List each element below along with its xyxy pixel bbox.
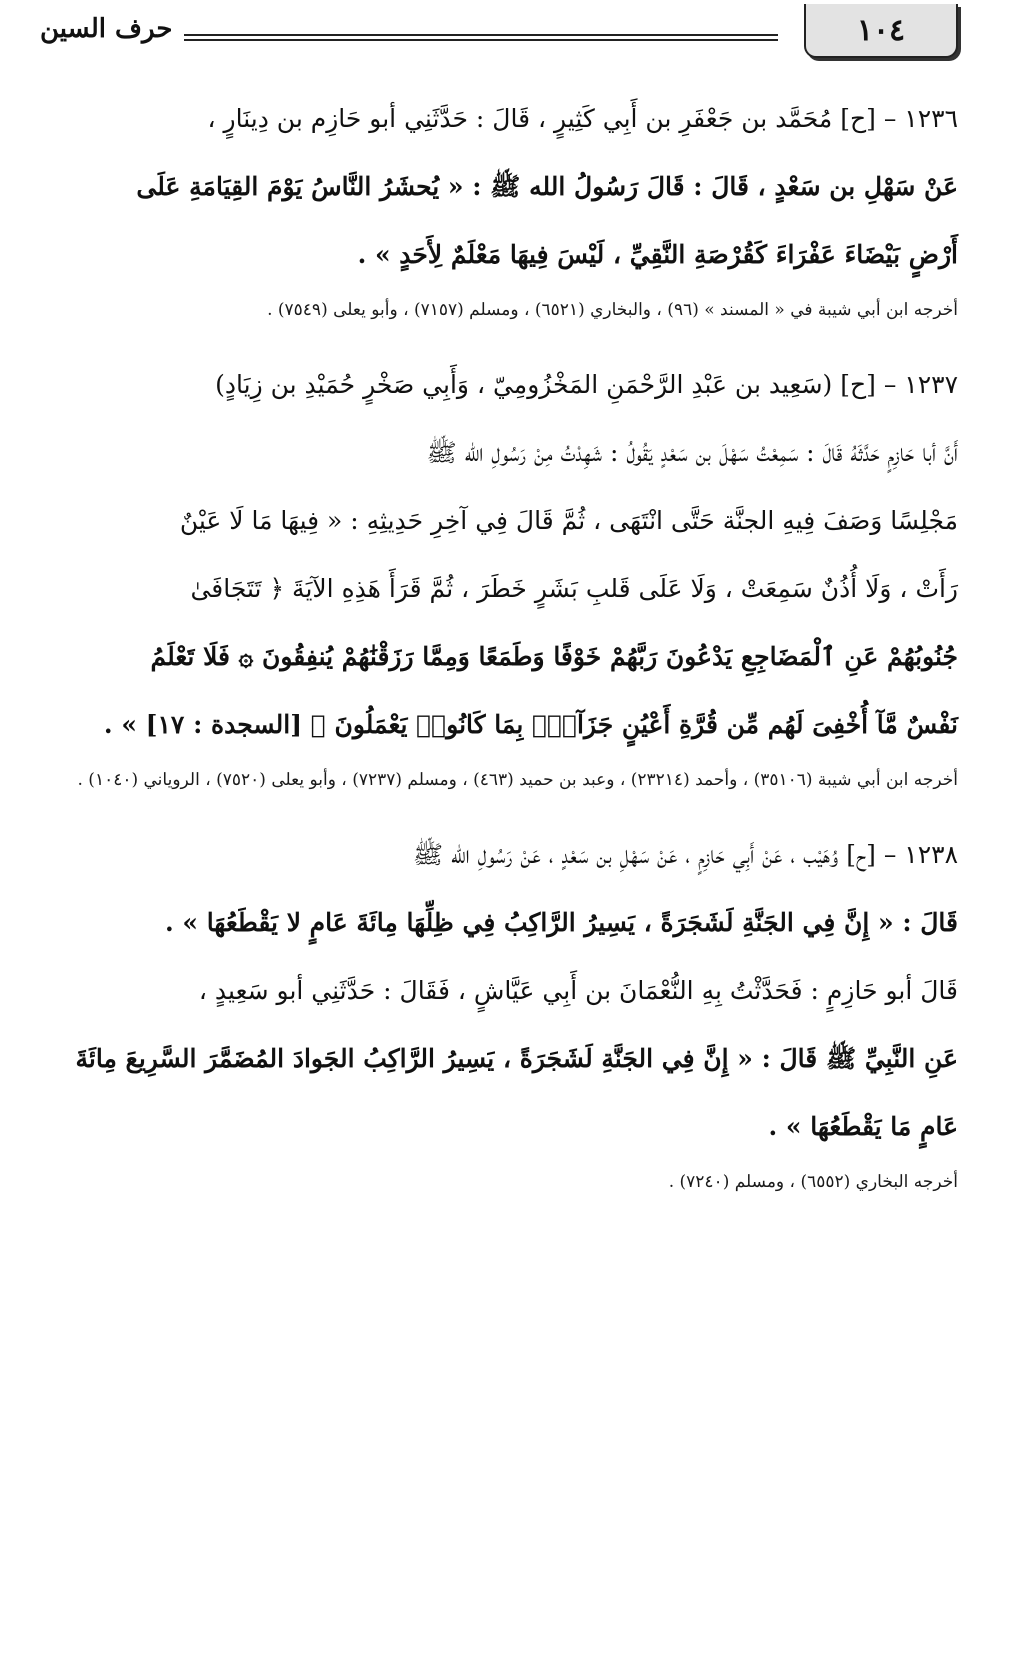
takhrij-note: أخرجه ابن أبي شيبة في « المسند » (٩٦) ، والبخاري (٦٥٢١) ، ومسلم (٧١٥٧) ، وأبو يعلى (٧٥٤٩) .: [267, 300, 958, 320]
hadith-line: ١٢٣٦ – [ح] مُحَمَّد بن جَعْفَرِ بن أَبِي كَثِيرٍ ، قَالَ : حَدَّثَنِي أبو حَازِم بن دِينَارٍ ،: [207, 104, 958, 133]
takhrij-note: أخرجه البخاري (٦٥٥٢) ، ومسلم (٧٢٤٠) .: [668, 1172, 958, 1192]
hadith-line: عَنْ سَهْلِ بن سَعْدٍ ، قَالَ : قَالَ رَسُولُ الله ﷺ : « يُحشَرُ النَّاسُ يَوْمَ القِيَامَةِ عَلَى: [136, 172, 958, 201]
header-rule: [184, 34, 778, 41]
hadith-line: رَأَتْ ، وَلَا أُذُنٌ سَمِعَتْ ، وَلَا عَلَى قَلبِ بَشَرٍ خَطَرَ ، ثُمَّ قَرَأَ هَذِهِ الآيَةَ ﴿ تَتَجَافَىٰ: [190, 574, 958, 603]
hadith-line: عَامٍ مَا يَقْطَعُهَا » .: [768, 1112, 958, 1141]
hadith-line: قَالَ : « إِنَّ فِي الجَنَّةِ لَشَجَرَةً ، يَسِيرُ الرَّاكِبُ فِي ظِلِّهَا مِائَةَ عَامٍ لا يَقْطَعُهَا » .: [164, 908, 958, 937]
hadith-entry-1237: [40, 351, 958, 799]
hadith-line: نَفْسٌ مَّآ أُخْفِىَ لَهُم مِّن قُرَّةِ أَعْيُنٍ جَزَآءًۢ بِمَا كَانُوا۟ يَعْمَلُونَ ﴾ [السجدة : ١٧] » .: [103, 710, 958, 739]
hadith-entry-1238: [40, 821, 958, 1201]
hadith-line: جُنُوبُهُمْ عَنِ ٱلْمَضَاجِعِ يَدْعُونَ رَبَّهُمْ خَوْفًا وَطَمَعًا وَمِمَّا رَزَقْنَٰهُمْ يُنفِقُونَ ۞ فَلَا تَعْلَمُ: [150, 642, 958, 671]
hadith-line: عَنِ النَّبِيِّ ﷺ قَالَ : « إِنَّ فِي الجَنَّةِ لَشَجَرَةً ، يَسِيرُ الرَّاكِبُ الجَوادَ المُضَمَّرَ السَّرِيعَ مِائَةَ: [75, 1044, 958, 1073]
page-header: [0, 0, 1010, 60]
hadith-line: ١٢٣٧ – [ح] (سَعِيد بن عَبْدِ الرَّحْمَنِ المَخْزُومِيّ ، وَأَبِي صَخْرٍ حُمَيْدِ بن زِيَادٍ): [215, 370, 958, 399]
hadith-line: قَالَ أبو حَازِمٍ : فَحَدَّثْتُ بِهِ النُّعْمَانَ بن أَبِي عَيَّاشٍ ، فَقَالَ : حَدَّثَنِي أبو سَعِيدٍ ،: [198, 976, 958, 1005]
hadith-line: ١٢٣٨ – [ح] وُهَيْب ، عَنْ أَبِي حَازِمٍ ، عَنْ سَهْلِ بن سَعْدٍ ، عَنْ رَسُولِ الله ﷺ: [412, 840, 958, 869]
page-body: [40, 85, 958, 1223]
takhrij-note: أخرجه ابن أبي شيبة (٣٥١٠٦) ، وأحمد (٢٣٢١٤) ، وعبد بن حميد (٤٦٣) ، ومسلم (٧٢٣٧) ، وأبو يعلى (٧٥٢٠) ، الروياني (١٠٤٠) .: [77, 770, 958, 790]
hadith-line: مَجْلِسًا وَصَفَ فِيهِ الجنَّة حَتَّى انْتَهَى ، ثُمَّ قَالَ فِي آخِرِ حَدِيثِهِ : « فِيهَا مَا لَا عَيْنٌ: [179, 506, 958, 535]
running-title: حرف السين: [40, 14, 173, 44]
hadith-entry-1236: [40, 85, 958, 329]
hadith-line: أَنَّ أبا حَازِمٍ حَدَّثَهُ قَالَ : سَمِعْتُ سَهْلَ بن سَعْدٍ يَقُولُ : شَهِدْتُ مِنْ رَسُولِ الله ﷺ: [426, 438, 958, 467]
page-number: ١٠٤: [804, 4, 958, 58]
hadith-line: أَرْضٍ بَيْضَاءَ عَفْرَاءَ كَقُرْصَةِ النَّقِيِّ ، لَيْسَ فِيهَا مَعْلَمٌ لِأَحَدٍ » .: [357, 240, 958, 269]
